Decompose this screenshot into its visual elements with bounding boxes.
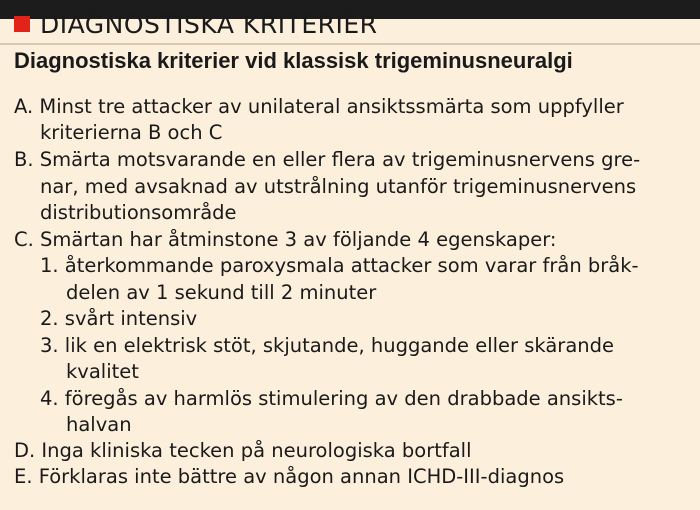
header-divider xyxy=(0,43,700,45)
criterion-b-line-1: B. Smärta motsvarande en eller flera av trigeminusnervens gre- xyxy=(14,148,641,171)
criterion-a-line-1: A. Minst tre attacker av unilateral ansiktssmärta som uppfyller xyxy=(14,95,624,118)
criterion-d: D. Inga kliniska tecken på neurologiska bortfall xyxy=(14,439,472,462)
box-header xyxy=(14,6,378,42)
sub-criterion-3-line-1: 3. lik en elektrisk stöt, skjutande, huggande eller skärande xyxy=(40,334,615,357)
criterion-a-line-2: kriterierna B och C xyxy=(40,121,223,144)
sub-criterion-3-line-2: kvalitet xyxy=(66,360,139,383)
sub-criterion-1-line-2: delen av 1 sekund till 2 minuter xyxy=(66,281,377,304)
sub-criterion-1-line-1: 1. återkommande paroxysmala attacker som varar från bråk- xyxy=(40,254,639,277)
sub-criterion-4-line-1: 4. föregås av harmlös stimulering av den drabbade ansikts- xyxy=(40,387,623,410)
criteria-heading: Diagnostiska kriterier vid klassisk trigeminusneuralgi xyxy=(14,48,573,73)
criterion-b-line-2: nar, med avsaknad av utstrålning utanför trigeminusnervens xyxy=(40,175,637,198)
sub-criterion-4-line-2: halvan xyxy=(66,413,132,436)
sub-criterion-2: 2. svårt intensiv xyxy=(40,307,198,330)
criterion-e: E. Förklaras inte bättre av någon annan ICHD-III-diagnos xyxy=(14,465,565,488)
red-square-icon xyxy=(14,16,30,32)
criterion-b-line-3: distributionsområde xyxy=(40,201,237,224)
box-title: DIAGNOSTISKA KRITERIER xyxy=(40,9,378,39)
criterion-c-line-1: C. Smärtan har åtminstone 3 av följande 4 egenskaper: xyxy=(14,228,557,251)
